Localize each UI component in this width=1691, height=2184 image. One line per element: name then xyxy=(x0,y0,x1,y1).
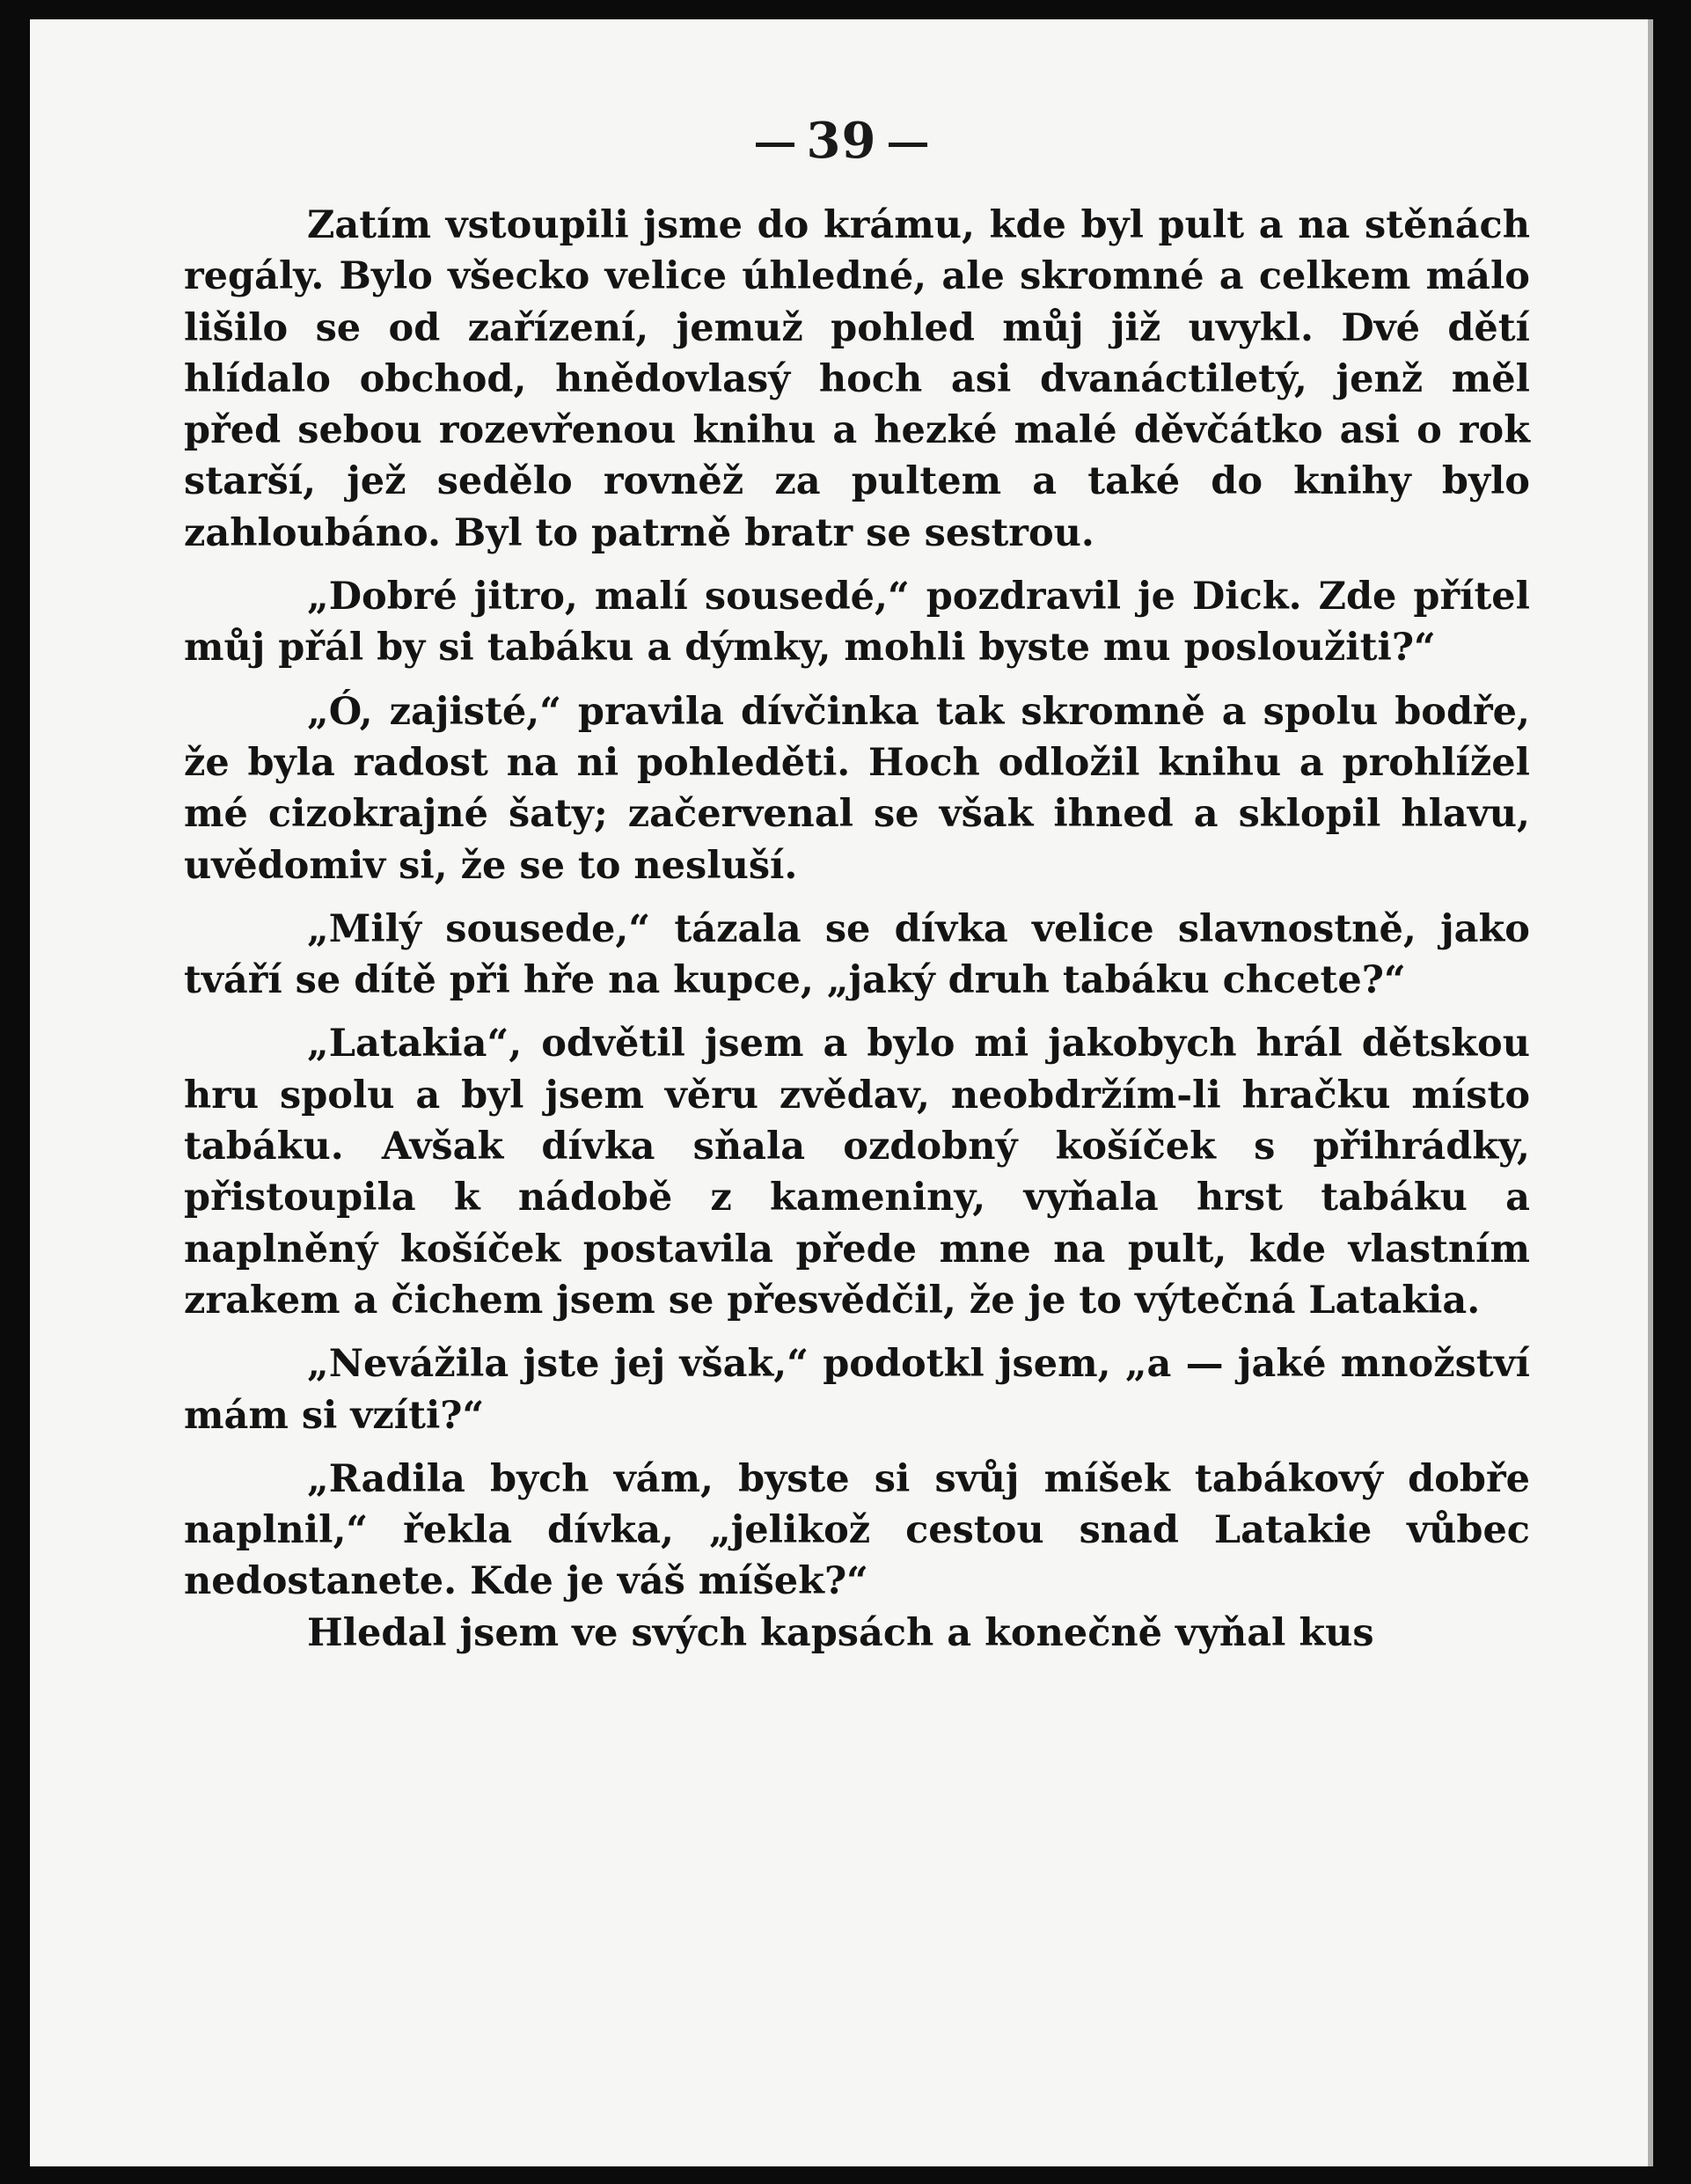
page-number-dash-left xyxy=(756,143,794,147)
paragraph-5: „Latakia“, odvětil jsem a bylo mi jakobych hrál dětskou hru spolu a byl jsem věru zvědav, neobdržím-li hračku místo tabáku. Avšak dívka sňala ozdobný košíček s přihrádky, přistoupila k nádobě z kameniny, vyňala hrst tabáku a naplněný košíček postavila přede mne na pult, kde vlastním zrakem a čichem jsem se přesvědčil, že je to výtečná Latakia. xyxy=(184,1022,1530,1323)
paragraph-8: Hledal jsem ve svých kapsách a konečně vyňal kus xyxy=(307,1610,1374,1655)
page-number-dash-right xyxy=(889,143,927,147)
body-text xyxy=(184,200,1530,1659)
paragraph-7: „Radila bych vám, byste si svůj míšek tabákový dobře naplnil,“ řekla dívka, „jelikož cestou snad Latakie vůbec nedostanete. Kde je váš míšek?“ xyxy=(184,1456,1530,1604)
page-edge-shadow xyxy=(1648,19,1653,2166)
page-number-header xyxy=(30,112,1653,170)
paragraph-1: Zatím vstoupili jsme do krámu, kde byl pult a na stěnách regály. Bylo všecko velice úhledné, ale skromné a celkem málo lišilo se od zařízení, jemuž pohled můj již uvykl. Dvé dětí hlídalo obchod, hnědovlasý hoch asi dvanáctiletý, jenž měl před sebou rozevřenou knihu a hezké malé děvčátko asi o rok starší, jež sedělo rovněž za pultem a také do knihy bylo zahloubáno. Byl to patrně bratr se sestrou. xyxy=(184,203,1530,555)
paragraph-4: „Milý sousede,“ tázala se dívka velice slavnostně, jako tváří se dítě při hře na kupce, „jaký druh tabáku chcete?“ xyxy=(184,906,1530,1003)
paragraph-6: „Nevážila jste jej však,“ podotkl jsem, „a — jaké množství mám si vzíti?“ xyxy=(184,1342,1530,1438)
book-page xyxy=(30,19,1653,2166)
paragraph-2: „Dobré jitro, malí sousedé,“ pozdravil je Dick. Zde přítel můj přál by si tabáku a dýmky, mohli byste mu posloužiti?“ xyxy=(184,575,1530,671)
paragraph-3: „Ó, zajisté,“ pravila dívčinka tak skromně a spolu bodře, že byla radost na ni pohleděti. Hoch odložil knihu a prohlížel mé cizokrajné šaty; začervenal se však ihned a sklopil hlavu, uvědomiv si, že se to nesluší. xyxy=(184,689,1530,888)
page-number: 39 xyxy=(806,112,877,170)
